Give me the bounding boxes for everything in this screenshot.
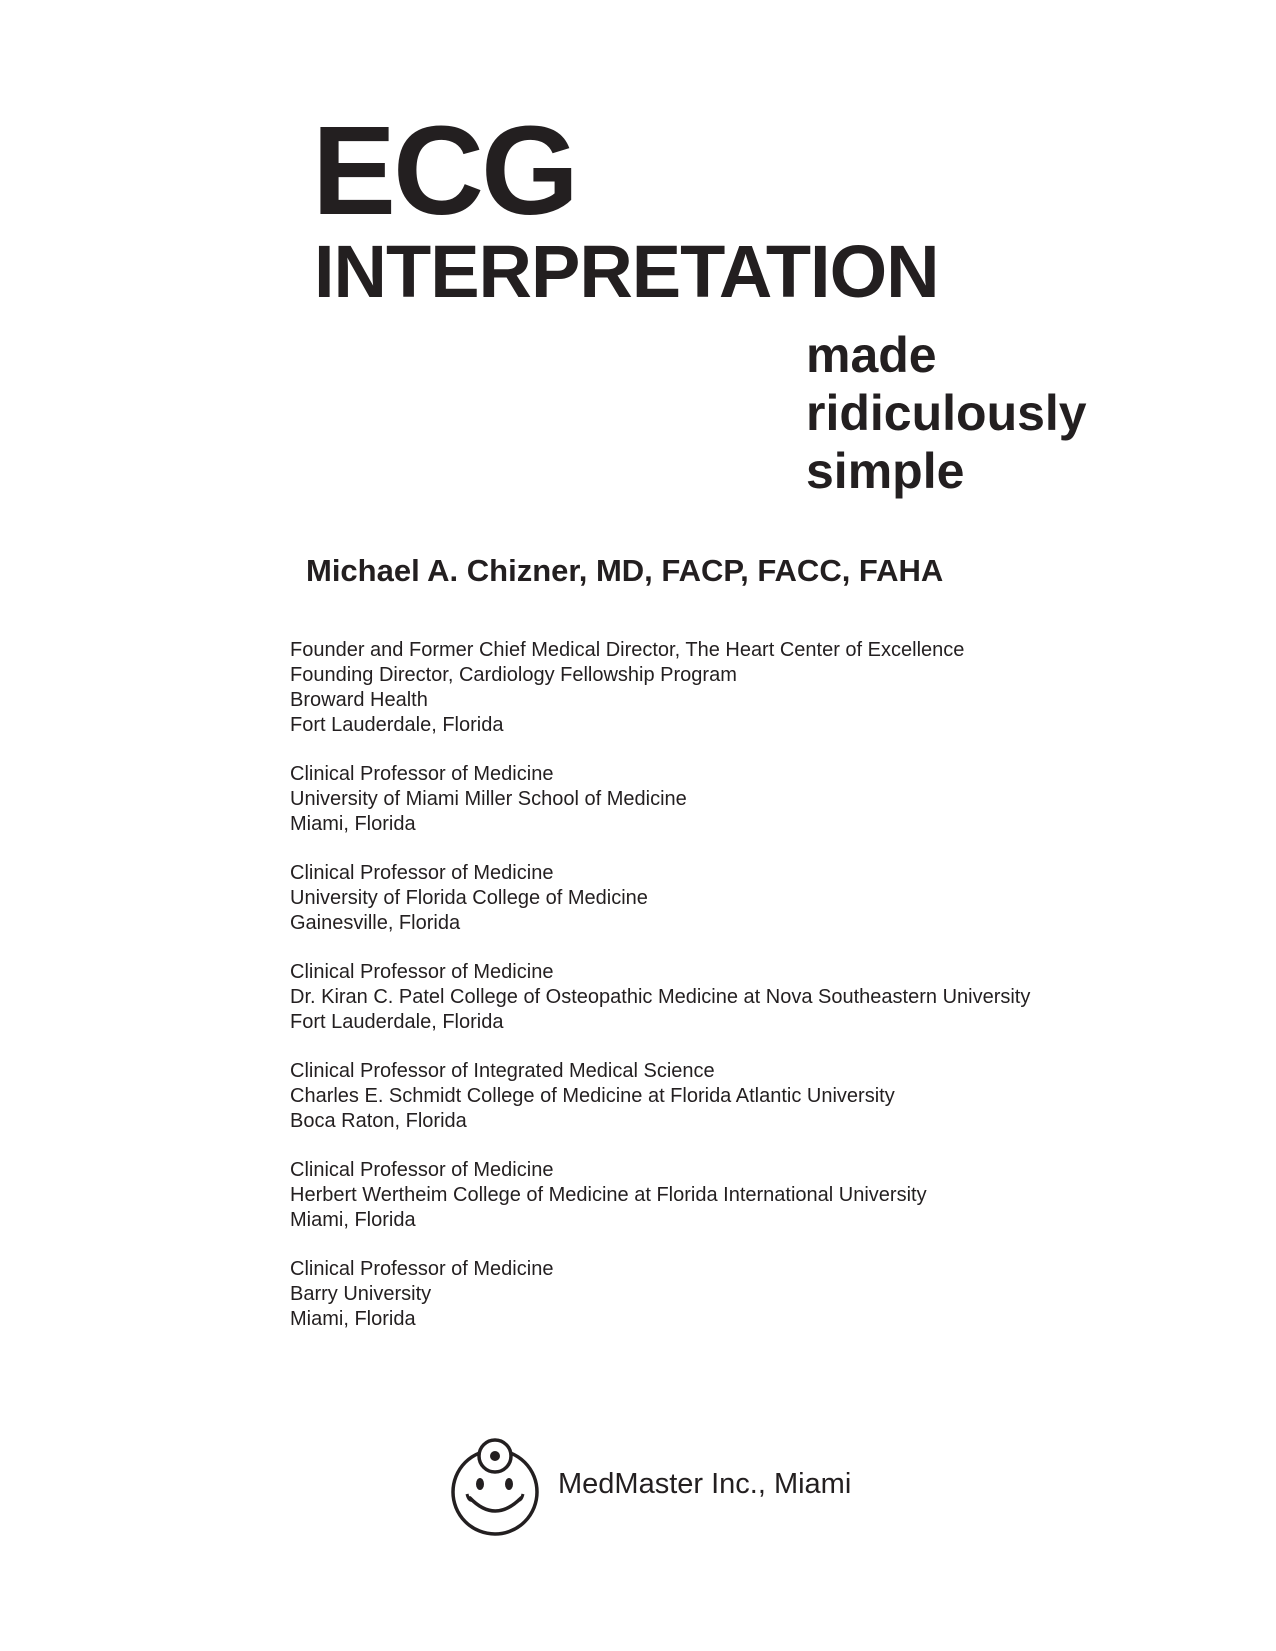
affiliation-group (290, 1158, 1030, 1233)
affiliation-group (290, 1257, 1030, 1332)
subtitle-line: made (806, 327, 937, 383)
affiliations-list (290, 638, 1030, 1356)
affiliation-line: Clinical Professor of Medicine (290, 961, 554, 983)
title-interpretation: INTERPRETATION (314, 230, 939, 313)
affiliation-line: Clinical Professor of Medicine (290, 763, 554, 785)
subtitle-line: simple (806, 443, 965, 499)
title-ecg: ECG (312, 100, 577, 241)
subtitle (806, 326, 1087, 500)
affiliation-line: Dr. Kiran C. Patel College of Osteopathic Medicine at Nova Southeastern University (290, 986, 1031, 1008)
publisher-name: MedMaster Inc., Miami (558, 1467, 852, 1500)
affiliation-line: Miami, Florida (290, 1209, 416, 1231)
affiliation-line: Clinical Professor of Medicine (290, 1258, 554, 1280)
affiliation-line: Fort Lauderdale, Florida (290, 714, 504, 736)
affiliation-group (290, 960, 1030, 1035)
affiliation-line: Miami, Florida (290, 813, 416, 835)
affiliation-line: University of Florida College of Medicine (290, 887, 648, 909)
affiliation-line: Charles E. Schmidt College of Medicine at Florida Atlantic University (290, 1085, 895, 1107)
smiley-doctor-logo-icon (448, 1432, 544, 1542)
affiliation-line: University of Miami Miller School of Medicine (290, 788, 687, 810)
affiliation-line: Barry University (290, 1283, 432, 1305)
affiliation-line: Broward Health (290, 689, 428, 711)
author-name: Michael A. Chizner, MD, FACP, FACC, FAHA (306, 553, 944, 588)
affiliation-line: Clinical Professor of Integrated Medical Science (290, 1060, 715, 1082)
affiliation-line: Clinical Professor of Medicine (290, 862, 554, 884)
affiliation-line: Founding Director, Cardiology Fellowship Program (290, 664, 737, 686)
affiliation-line: Boca Raton, Florida (290, 1110, 467, 1132)
affiliation-group (290, 1059, 1030, 1134)
affiliation-line: Gainesville, Florida (290, 912, 461, 934)
publisher (448, 1432, 851, 1542)
affiliation-line: Founder and Former Chief Medical Director, The Heart Center of Excellence (290, 639, 965, 661)
affiliation-group (290, 762, 1030, 837)
affiliation-group (290, 861, 1030, 936)
affiliation-line: Miami, Florida (290, 1308, 416, 1330)
subtitle-line: ridiculously (806, 385, 1087, 441)
affiliation-group (290, 638, 1030, 738)
affiliation-line: Clinical Professor of Medicine (290, 1159, 554, 1181)
affiliation-line: Herbert Wertheim College of Medicine at Florida International University (290, 1184, 927, 1206)
affiliation-line: Fort Lauderdale, Florida (290, 1011, 504, 1033)
